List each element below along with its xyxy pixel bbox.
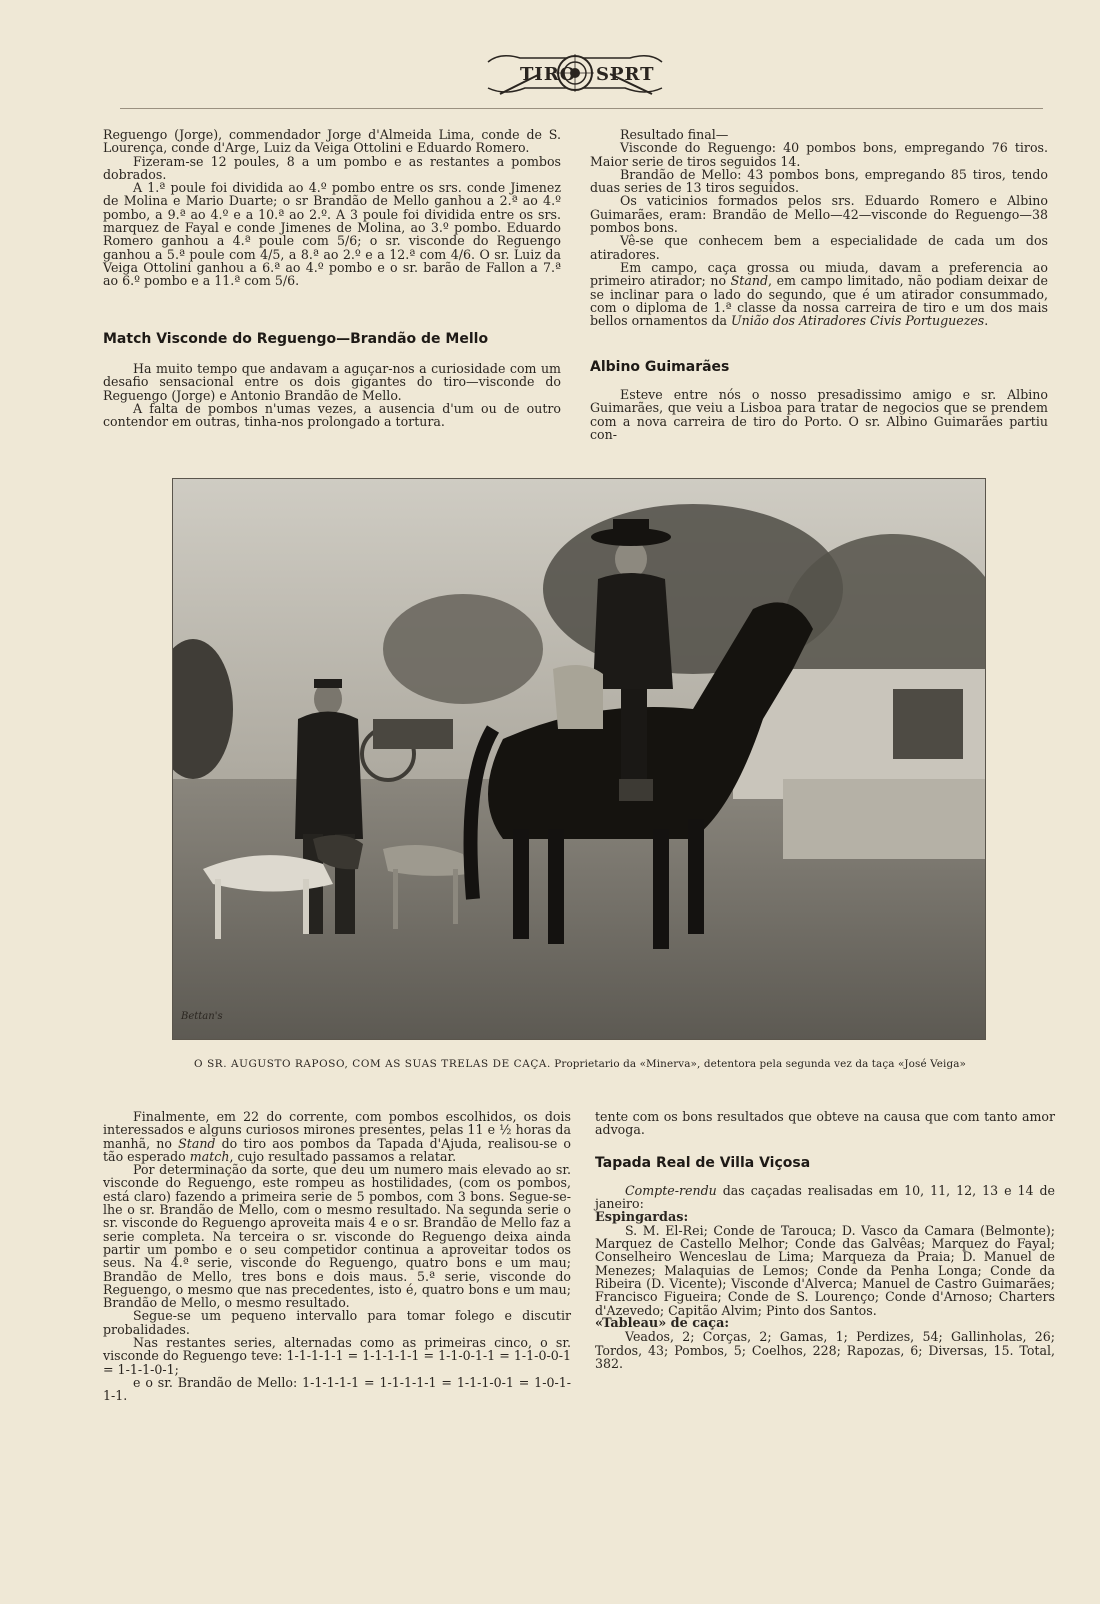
paragraph: [590, 261, 1048, 327]
column-top-left-2: [103, 362, 561, 428]
text-run-italic: Stand: [730, 273, 769, 289]
paragraph: A falta de pombos n'umas vezes, a ausencia d'um ou de outro contendor em outras, tinha-nos prolongado a tortura.: [103, 400, 561, 430]
paragraph: Veados, 2; Corças, 2; Gamas, 1; Perdizes, 54; Gallinholas, 26; Tordos, 43; Pombos, 5; Coelhos, 228; Rapozas, 6; Diversas, 15. Total, 382.: [595, 1329, 1055, 1371]
paragraph: Ha muito tempo que andavam a aguçar-nos a curiosidade com um desafio sensacional entre os dois gigantes do tiro—visconde do Reguengo (Jorge) e Antonio Brandão de Mello.: [103, 361, 561, 403]
photograph-illustration: [173, 479, 985, 1039]
text-run: do tiro aos pombos da Tapada d'Ajuda, realisou-se o tão esperado: [103, 1135, 571, 1164]
paragraph: Esteve entre nós o nosso presadissimo amigo e sr. Albino Guimarães, que veiu a Lisboa para tratar de negocios que se prendem com a nova carreira de tiro do Porto. O sr. Albino Guimarães partiu con-: [590, 387, 1048, 442]
column-bottom-right: [595, 1110, 1055, 1137]
paragraph: Os vaticinios formados pelos srs. Eduardo Romero e Albino Guimarães, eram: Brandão de Mello—42—visconde do Reguengo—38 pombos bons.: [590, 193, 1048, 236]
text-run: .: [984, 313, 989, 329]
paragraph: Fizeram-se 12 poules, 8 a um pombo e as restantes a pombos dobrados.: [103, 153, 561, 182]
column-top-right: [590, 128, 1048, 327]
photograph-horseman-with-dogs: [172, 478, 986, 1040]
caption-main: O SR. AUGUSTO RAPOSO, COM AS SUAS TRELAS DE CAÇA.: [194, 1058, 551, 1070]
target-logo-icon: [480, 44, 670, 100]
text-run: Finalmente, em 22 do corrente, com pombos escolhidos, os dois interessados e alguns curiosos mirones presentes, pelas 11 e ½ horas da manhã, no: [103, 1109, 571, 1151]
caption-rest: Proprietario da «Minerva», detentora pela segunda vez da taça «José Veiga»: [550, 1058, 966, 1070]
paragraph: Resultado final—: [620, 127, 729, 142]
paragraph: Nas restantes series, alternadas como as primeiras cinco, o sr. visconde do Reguengo teve: 1-1-1-1-1 = 1-1-1-1-1 = 1-1-0-1-1 = 1-1-0-0-1 = 1-1-1-0-1;: [103, 1335, 571, 1377]
text-run-italic: União dos Atiradores Civis Portuguezes: [731, 313, 985, 329]
text-run-italic: Stand: [178, 1135, 216, 1151]
paragraph: S. M. El-Rei; Conde de Tarouca; D. Vasco da Camara (Belmonte); Marquez de Castello Melhor; Conde das Galvêas; Marquez do Fayal; Conselheiro Wenceslau de Lima; Marqueza da Praia; D. Manuel de Menezes; Malaquias de Lemos; Conde da Penha Longa; Conde da Ribeira (D. Vicente); Visconde d'Alverca; Manuel de Castro Guimarães; Francisco Figueira; Conde de S. Lourenço; Conde d'Arnoso; Charters d'Azevedo; Capitão Alvim; Pinto dos Santos.: [595, 1222, 1055, 1318]
column-top-right-2: [590, 388, 1048, 441]
svg-text:SPRT: SPRT: [596, 64, 655, 85]
paragraph: Brandão de Mello: 43 pombos bons, empregando 85 tiros, tendo duas series de 13 tiros seguidos.: [590, 166, 1048, 196]
column-top-left: [103, 128, 561, 288]
subheading-espingardas: Espingardas:: [595, 1209, 689, 1225]
paragraph: Vê-se que conhecem bem a especialidade de cada um dos atiradores.: [590, 233, 1048, 262]
paragraph: Por determinação da sorte, que deu um numero mais elevado ao sr. visconde do Reguengo, este rompeu as hostilidades, (com os pombos, está claro) fazendo a primeira serie de 5 pombos, com 3 bons. Segue-se-lhe o sr. Brandão de Mello, com o mesmo resultado. Na segunda serie o sr. visconde do Reguengo aproveita mais 4 e o sr. Brandão de Mello faz a serie completa. Na terceira o sr. visconde do Reguengo deixa ainda partir um pombo e o seu competidor continua a aproveitar todos os seus. Na 4.ª serie, visconde do Reguengo, quatro bons e um mau; Brandão de Mello, tres bons e dois maus. 5.ª serie, visconde do Reguengo, o mesmo que nas precedentes, isto é, quatro bons e um mau; Brandão de Mello, o mesmo resultado.: [103, 1162, 571, 1311]
text-run: das caçadas realisadas em 10, 11, 12, 13 e 14 de janeiro:: [595, 1183, 1055, 1212]
paragraph: Visconde do Reguengo: 40 pombos bons, empregando 76 tiros. Maior serie de tiros seguidos 14.: [590, 140, 1048, 169]
text-run: , em campo limitado, não podiam deixar de se inclinar para o lado do segundo, que é um atirador consummado, com o diploma de 1.ª classe da nossa carreira de tiro e um dos mais bellos ornamentos da: [590, 273, 1048, 329]
subheading-tableau: «Tableau» de caça:: [595, 1315, 730, 1331]
paragraph: e o sr. Brandão de Mello: 1-1-1-1-1 = 1-1-1-1-1 = 1-1-1-0-1 = 1-0-1-1-1.: [103, 1374, 571, 1404]
paragraph: A 1.ª poule foi dividida ao 4.º pombo entre os srs. conde Jimenez de Molina e Mario Duarte; o sr Brandão de Mello ganhou a 2.ª ao 4.º pombo, a 9.ª ao 4.º e a 10.ª ao 2.º. A 3 poule foi dividida entre os srs. marquez de Fayal e conde Jimenes de Molina, ao 3.º pombo. Eduardo Romero ganhou a 4.ª poule com 5/6; o sr. visconde do Reguengo ganhou a 5.ª poule com 4/5, a 8.ª ao 2.º e a 12.ª com 4/6. O sr. Luiz da Veiga Ottolini ganhou a 6.ª ao 4.º pombo e o sr. barão de Fallon a 7.ª ao 6.º pombo e a 11.ª com 5/6.: [103, 180, 561, 289]
paragraph: tente com os bons resultados que obteve na causa que com tanto amor advoga.: [595, 1109, 1055, 1138]
header-rule: [120, 108, 1043, 109]
column-bottom-left: [103, 1110, 571, 1403]
photo-caption: [120, 1058, 1040, 1071]
masthead-logo: [480, 44, 670, 100]
svg-text:TIRO: TIRO: [520, 64, 577, 85]
photo-signature: Bettan's: [181, 1011, 223, 1022]
paragraph: Segue-se um pequeno intervallo para tomar folego e discutir probalidades.: [103, 1308, 571, 1337]
paragraph: [595, 1184, 1055, 1211]
text-run: , cujo resultado passamos a relatar.: [229, 1148, 457, 1164]
text-run-italic: match: [189, 1148, 230, 1164]
section-heading-albino: Albino Guimarães: [590, 359, 730, 375]
text-run-italic: Compte-rendu: [625, 1183, 717, 1198]
column-bottom-right-2: [595, 1184, 1055, 1370]
section-heading-match: Match Visconde do Reguengo—Brandão de Mello: [103, 331, 489, 347]
paragraph: Reguengo (Jorge), commendador Jorge d'Almeida Lima, conde de S. Lourença, conde d'Arge, Luiz da Veiga Ottolini e Eduardo Romero.: [103, 127, 561, 156]
paragraph: [103, 1110, 571, 1163]
text-run: Em campo, caça grossa ou miuda, davam a preferencia ao primeiro atirador; no: [590, 259, 1048, 289]
section-heading-tapada: Tapada Real de Villa Viçosa: [595, 1155, 811, 1171]
